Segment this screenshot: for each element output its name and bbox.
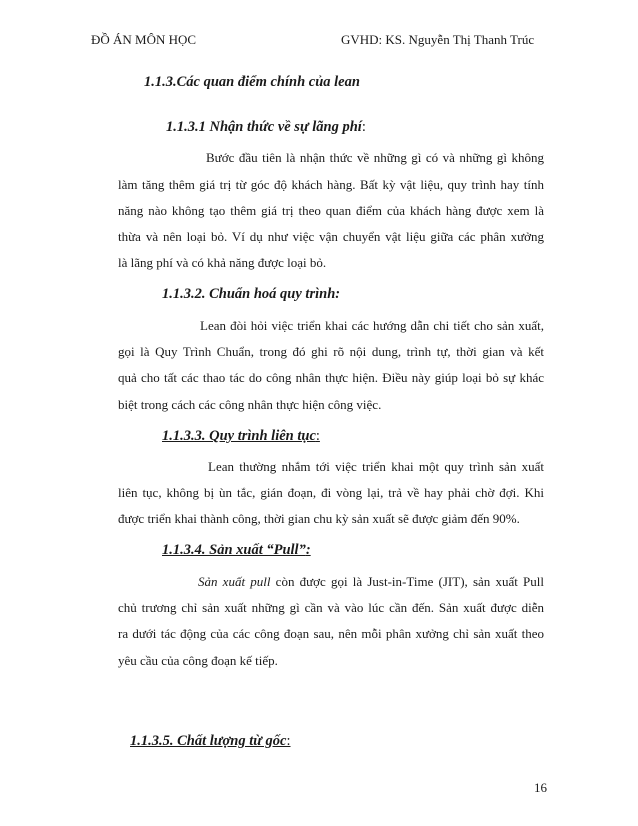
subsection-heading-4 [162,542,311,559]
paragraph-4-line-3: ra dưới tác động của các công đoạn sau, nên mỗi phân xưởng chỉ sản xuất theo [118,626,544,641]
subsection-heading-5 [130,733,291,750]
paragraph-4-line-4: yêu cầu của công đoạn kế tiếp. [118,653,278,668]
subsection-heading-4-suffix: : [305,542,311,558]
paragraph-2-line-1: Lean đòi hỏi việc triển khai các hướng dẫn chi tiết cho sản xuất, [200,318,544,333]
paragraph-1-line-1: Bước đầu tiên là nhận thức về những gì có và những gì không [206,150,544,165]
subsection-heading-2-suffix: : [335,286,341,302]
subsection-heading-3 [162,428,320,445]
paragraph-1-line-2: làm tăng thêm giá trị từ góc độ khách hàng. Bất kỳ vật liệu, quy trình hay tính [118,177,544,192]
section-title: 1.1.3.Các quan điểm chính của lean [144,74,360,90]
subsection-heading-1 [166,119,366,136]
running-header-left: ĐỒ ÁN MÔN HỌC [91,32,197,47]
subsection-heading-2 [162,286,340,303]
paragraph-4-lead-term: Sản xuất pull [198,574,271,589]
paragraph-2-line-4: biệt trong cách các công nhân thực hiện công việc. [118,397,382,412]
paragraph-3-line-2: liên tục, không bị ùn tắc, gián đoạn, đi vòng lại, trả về hay phải chờ đợi. Khi [118,485,544,500]
subsection-heading-2-text: 1.1.3.2. Chuẩn hoá quy trình [162,286,336,302]
paragraph-3-line-3: được triển khai thành công, thời gian chu kỳ sản xuất sẽ được giảm đến 90%. [118,511,520,526]
running-header-right: GVHD: KS. Nguyễn Thị Thanh Trúc [341,32,535,47]
subsection-heading-4-text: 1.1.3.4. Sản xuất “Pull” [162,542,306,558]
paragraph-4-line-1-text: còn được gọi là Just-in-Time (JIT), sản xuất Pull [270,574,544,589]
subsection-heading-3-text: 1.1.3.3. Quy trình liên tục [162,428,316,444]
page-number: 16 [534,780,547,795]
paragraph-2-line-3: quả cho tất các thao tác do công nhân thực hiện. Điều này giúp loại bỏ sự khác [118,370,544,385]
paragraph-1-line-4: thừa và nên loại bỏ. Ví dụ như việc vận chuyển vật liệu giữa các phân xưởng [118,229,544,244]
paragraph-1-line-5: là lãng phí và có khả năng được loại bỏ. [118,255,327,270]
paragraph-2-line-2: gọi là Quy Trình Chuẩn, trong đó ghi rõ nội dung, trình tự, thời gian và kết [118,344,544,359]
paragraph-4-line-2: chủ trương chỉ sản xuất những gì cần và vào lúc cần đến. Sản xuất được diễn [118,600,544,615]
subsection-heading-5-suffix: : [286,733,291,749]
paragraph-4-line-1 [198,574,544,590]
paragraph-3-line-1: Lean thường nhắm tới việc triển khai một quy trình sản xuất [208,459,544,474]
subsection-heading-3-suffix: : [315,428,320,444]
subsection-heading-5-text: 1.1.3.5. Chất lượng từ gốc [130,733,287,749]
subsection-heading-1-text: 1.1.3.1 Nhận thức về sự lãng phí [166,119,362,135]
paragraph-1-line-3: năng nào không tạo thêm giá trị theo quan điểm của khách hàng được xem là [118,203,544,218]
subsection-heading-1-suffix: : [361,119,366,135]
